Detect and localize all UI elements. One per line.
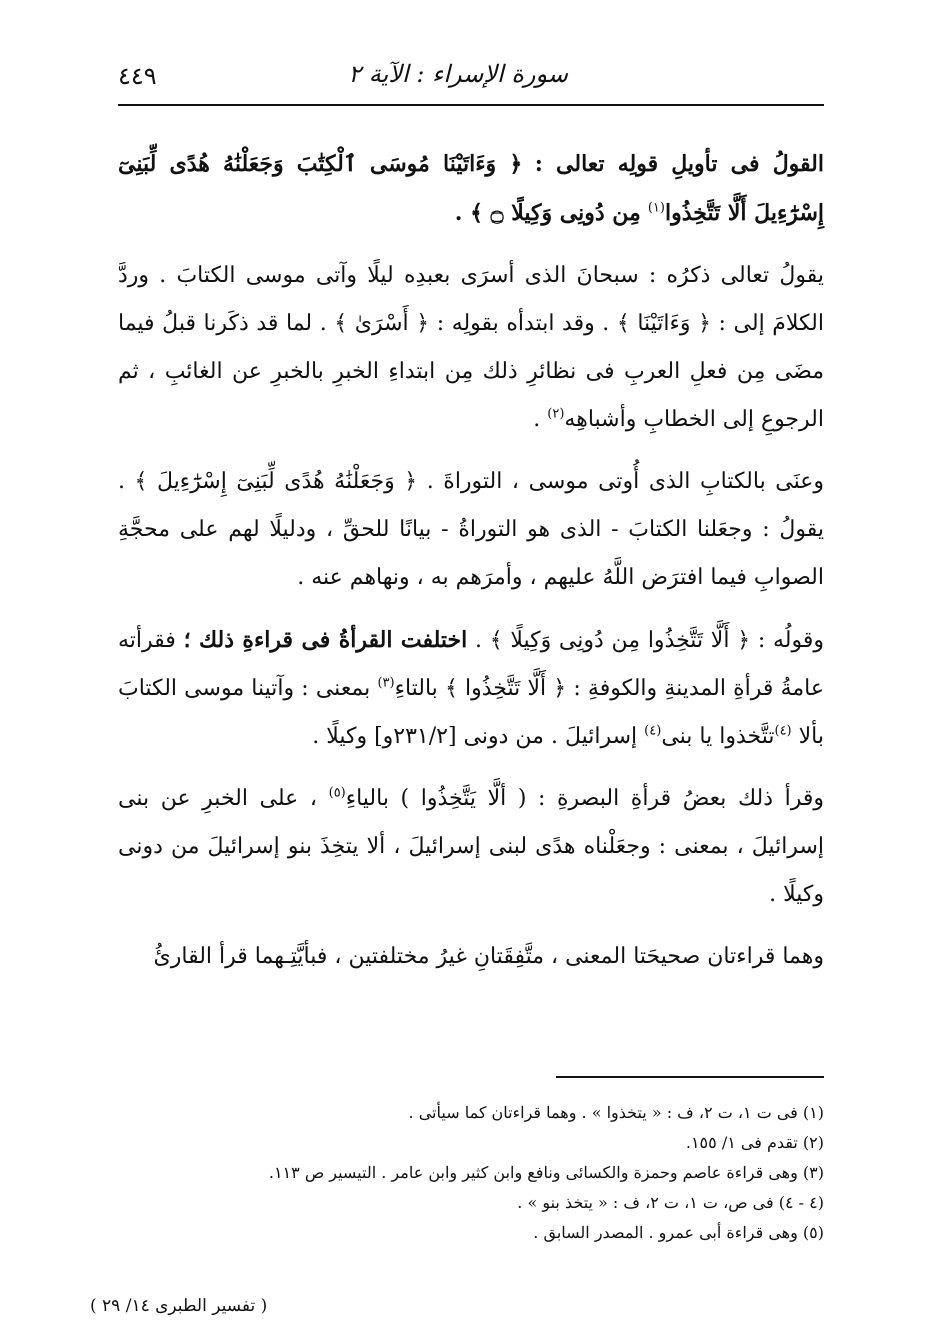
quran-verse: ﴿ وَءَاتَيْنَا مُوسَى ٱلْكِتَٰبَ وَجَعَلْنَٰهُ هُدًى لِّبَنِىٓ إِسْرَٰٓءِيلَ أَلَّا تَتَّخِذُوا [118, 151, 824, 226]
paragraph-3: وعنَى بالكتابِ الذى أُوتى موسى ، التوراةَ . ﴿ وَجَعَلْنَٰهُ هُدًى لِّبَنِىٓ إِسْرَٰٓءِيلَ ﴾ . يقولُ : وجعَلنا الكتابَ - الذى هو التوراةُ - بيانًا للحقِّ ، ودليلًا لهم على محجَّةِ الصوابِ فيما افترَض اللَّهُ عليهم ، وأمرَهم به ، ونهاهم عنه . [118, 469, 824, 590]
footnote-3: (٣) وهى قراءة عاصم وحمزة والكسائى ونافع وابن كثير وابن عامر . التيسير ص ١١٣. [268, 1163, 824, 1182]
footnote-divider [556, 1076, 824, 1078]
paragraph-6: وهما قراءتان صحيحَتا المعنى ، متَّفِقَتانِ غيرُ مختلفتين ، فبأيَّتِـهما قرأ القارئُ [153, 944, 824, 969]
paragraph-5-a: وقرأ ذلك بعضُ قرأةِ البصرةِ : ( ألَّا يَتَّخِذُوا ) بالياءِ [345, 786, 825, 811]
footnote-4: (٤ - ٤) فى ص، ت ١، ت ٢، ف : « يتخذ بنو » . [517, 1193, 824, 1212]
paragraph-5 [118, 775, 824, 919]
page-number: ٤٤٩ [118, 62, 157, 90]
main-text [118, 140, 824, 995]
footnote-ref-1: (١) [647, 200, 665, 216]
paragraph-5-b: ، على الخبرِ عن بنى إسرائيلَ ، بمعنى : وجعَلْناه هدًى لبنى إسرائيلَ ، ألا يتخِذَ بنو إسرائيلَ من دونى وكيلًا . [118, 786, 824, 907]
footnote-ref-4b: (٤) [644, 723, 662, 739]
page-header [118, 52, 824, 106]
running-title: سورة الإسراء : الآية ٢ [348, 60, 568, 88]
paragraph-heading [118, 140, 824, 238]
footer-signature: ( تفسير الطبرى ١٤/ ٢٩ ) [90, 1296, 268, 1316]
footnotes [118, 1098, 824, 1248]
section-intro: القولُ فى تأويلِ قولِه تعالى : [534, 151, 824, 177]
footnote-ref-5: (٥) [328, 785, 346, 801]
paragraph-4 [118, 616, 824, 761]
paragraph-4-c: فقرأته عامةُ قرأةِ المدينةِ والكوفةِ : ﴿ أَلَّا تَتَّخِذُوا ﴾ بالتاءِ [118, 628, 824, 701]
footnote-5: (٥) وهى قراءة أبى عمرو . المصدر السابق . [533, 1223, 824, 1242]
paragraph-4-heading: اختلفت القرأةُ فى قراءةِ ذلك ؛ [183, 627, 468, 653]
paragraph-2-text: يقولُ تعالى ذكرُه : سبحانَ الذى أسرَى بعبدِه ليلًا وآتى موسى الكتابَ . وردَّ الكلامَ إلى : ﴿ وَءَاتَيْنَا ﴾ . وقد ابتدأه بقولِه : ﴿ أَسْرَىٰ ﴾ . لما قد ذكَرنا قبلُ فيما مضَى مِن فعلِ العربِ فى نظائرِ ذلك مِن ابتداءِ الخبرِ بالخبرِ عن الغائبِ ، ثم الرجوعِ إلى الخطابِ وأشباهِه [118, 263, 824, 432]
quran-verse-end: مِن دُونِى وَكِيلًا ۝ ﴾ . [454, 200, 641, 226]
paragraph-4-e: تتَّخذوا يا بنى [661, 724, 775, 749]
paragraph-4-f: إسرائيلَ . من دونى [٢٣١/٢و] وكيلًا . [312, 724, 638, 749]
paragraph-2 [118, 252, 824, 444]
paragraph-4-d: بمعنى : وآتينا موسى الكتابَ بألا [118, 676, 824, 749]
footnote-ref-2: (٢) [547, 406, 565, 422]
paragraph-4-a: وقولُه : ﴿ أَلَّا تَتَّخِذُوا مِن دُونِى وَكِيلًا ﴾ . [474, 628, 824, 653]
footnote-ref-3: (٣) [377, 675, 395, 691]
footnote-2: (٢) تقدم فى ١/ ١٥٥. [685, 1133, 824, 1152]
paragraph-2-end: . [533, 407, 541, 432]
footnote-ref-4a: (٤) [774, 723, 792, 739]
footnote-1: (١) فى ت ١، ت ٢، ف : « يتخذوا » . وهما قراءتان كما سيأتى . [408, 1103, 824, 1122]
